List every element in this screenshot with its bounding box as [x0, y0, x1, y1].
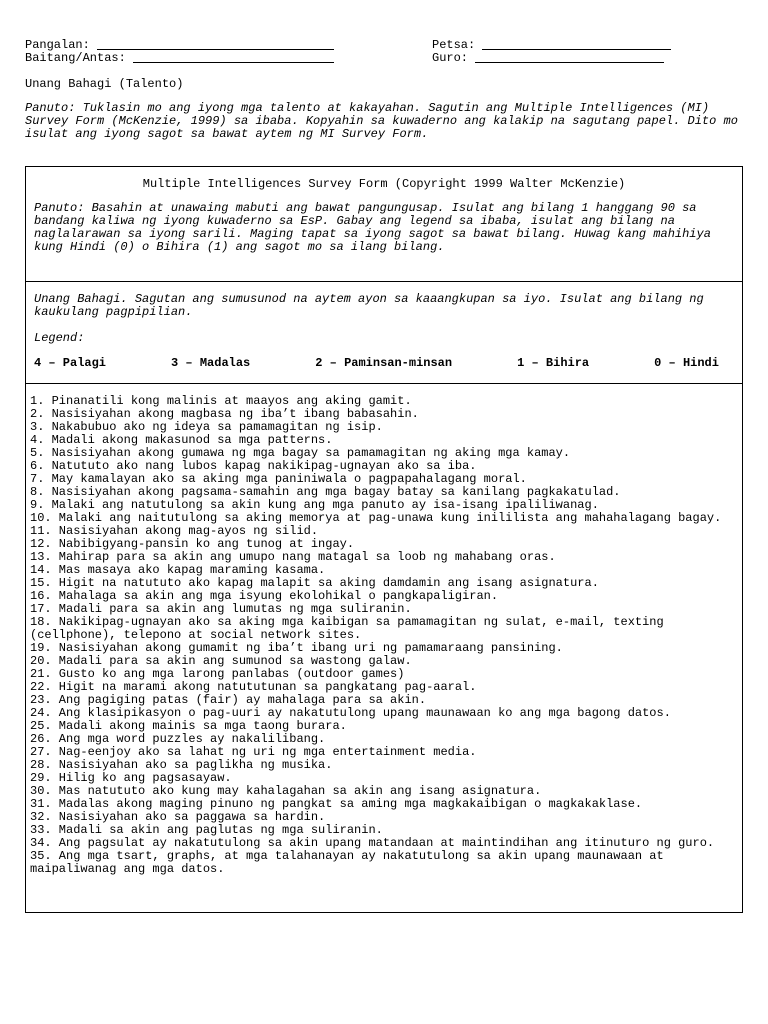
legend-item-hindi: 0 – Hindi [654, 356, 719, 370]
survey-items-list [26, 384, 742, 876]
legend-label: Legend: [34, 331, 85, 345]
survey-item: 17. Madali para sa akin ang lumutas ng mga suliranin. [30, 602, 412, 616]
name-label: Pangalan: [25, 38, 98, 52]
survey-item: 9. Malaki ang natutulong sa akin kung ang mga panuto ay isa-isang ipaliliwanag. [30, 498, 599, 512]
survey-item: 16. Mahalaga sa akin ang mga isyung ekolohikal o pangkapaligiran. [30, 589, 499, 603]
legend-item-palagi: 4 – Palagi [34, 356, 107, 370]
survey-item: 34. Ang pagsulat ay nakatutulong sa akin upang matandaan at maintindihan ang itinuturo ng guro. [30, 836, 715, 850]
survey-form-box [25, 166, 743, 913]
survey-item: 25. Madali akong mainis sa mga taong burara. [30, 719, 347, 733]
survey-item: 31. Madalas akong maging pinuno ng pangkat sa aming mga magkakaibigan o magkakaklase. [30, 797, 643, 811]
legend-item-madalas: 3 – Madalas [171, 356, 251, 370]
part-title: Unang Bahagi (Talento) [25, 77, 184, 91]
survey-item: 26. Ang mga word puzzles ay nakalilibang. [30, 732, 326, 746]
survey-item: 23. Ang pagiging patas (fair) ay mahalaga para sa akin. [30, 693, 427, 707]
survey-item: 18. Nakikipag-ugnayan ako sa aking mga kaibigan sa pamamagitan ng sulat, e-mail, texting (cellphone), telepono at social network sites. [30, 615, 664, 642]
survey-item: 19. Nasisiyahan akong gumamit ng iba’t ibang uri ng pamamaraang pansining. [30, 641, 563, 655]
legend-item-bihira: 1 – Bihira [517, 356, 590, 370]
survey-title: Multiple Intelligences Survey Form (Copyright 1999 Walter McKenzie) [142, 177, 626, 191]
survey-item: 30. Mas natututo ako kung may kahalagahan sa akin ang isang asignatura. [30, 784, 542, 798]
survey-item: 27. Nag-eenjoy ako sa lahat ng uri ng mga entertainment media. [30, 745, 477, 759]
survey-item: 28. Nasisiyahan ako sa paglikha ng musika. [30, 758, 333, 772]
header-row-2 [25, 52, 725, 65]
survey-item: 2. Nasisiyahan akong magbasa ng iba’t ibang babasahin. [30, 407, 419, 421]
survey-item: 12. Nabibigyang-pansin ko ang tunog at ingay. [30, 537, 355, 551]
header-fields [25, 39, 725, 65]
survey-item: 22. Higit na marami akong natututunan sa pangkatang pag-aaral. [30, 680, 477, 694]
legend-item-paminsan-minsan: 2 – Paminsan-minsan [315, 356, 453, 370]
survey-item: 3. Nakabubuo ako ng ideya sa pamamagitan ng isip. [30, 420, 383, 434]
survey-item: 8. Nasisiyahan akong pagsama-samahin ang mga bagay batay sa kanilang pagkakatulad. [30, 485, 621, 499]
survey-item: 15. Higit na natututo ako kapag malapit sa aking damdamin ang isang asignatura. [30, 576, 599, 590]
survey-item: 13. Mahirap para sa akin ang umupo nang matagal sa loob ng mahabang oras. [30, 550, 556, 564]
teacher-label: Guro: [432, 51, 476, 65]
name-blank-line[interactable] [97, 39, 334, 50]
survey-item: 33. Madali sa akin ang paglutas ng mga suliranin. [30, 823, 383, 837]
grade-label: Baitang/Antas: [25, 51, 134, 65]
survey-item: 35. Ang mga tsart, graphs, at mga talahanayan ay nakatutulong sa akin upang maunawaan at maipaliwanag ang mga datos. [30, 849, 664, 876]
date-label: Petsa: [432, 38, 483, 52]
survey-item: 7. May kamalayan ako sa aking mga paniniwala o pagpapahalagang moral. [30, 472, 527, 486]
part-instruction: Unang Bahagi. Sagutan ang sumusunod na aytem ayon sa kaaangkupan sa iyo. Isulat ang bilang ng kaukulang pagpipilian. [34, 292, 704, 319]
survey-item: 20. Madali para sa akin ang sumunod sa wastong galaw. [30, 654, 412, 668]
instructions: Panuto: Tuklasin mo ang iyong mga talento at kakayahan. Sagutin ang Multiple Intelligences (MI) Survey Form (McKenzie, 1999) sa ibaba. Kopyahin sa kuwaderno ang kalakip na sagutang papel. Dito mo isulat ang iyong sagot sa bawat aytem ng MI Survey Form. [25, 101, 738, 141]
survey-item: 4. Madali akong makasunod sa mga patterns. [30, 433, 333, 447]
survey-panuto: Panuto: Basahin at unawaing mabuti ang bawat pangungusap. Isulat ang bilang 1 hanggang 90 sa bandang kaliwa ng iyong kuwaderno sa EsP. Gabay ang legend sa ibaba, isulat ang bilang na naglalarawan sa iyong sarili. Maging tapat sa iyong sagot sa bawat bilang. Huwag kang mahihiya kung Hindi (0) o Bihira (1) ang sagot mo sa ilang bilang. [34, 201, 711, 254]
grade-blank-line[interactable] [133, 52, 334, 63]
survey-header-section [26, 167, 742, 282]
survey-item: 21. Gusto ko ang mga larong panlabas (outdoor games) [30, 667, 405, 681]
survey-item: 14. Mas masaya ako kapag maraming kasama. [30, 563, 326, 577]
survey-item: 5. Nasisiyahan akong gumawa ng mga bagay sa pamamagitan ng aking mga kamay. [30, 446, 571, 460]
survey-item: 24. Ang klasipikasyon o pag-uuri ay nakatutulong upang maunawaan ko ang mga bagong datos. [30, 706, 671, 720]
survey-item: 10. Malaki ang naitutulong sa aking memorya at pag-unawa kung inililista ang mahahalagang bagay. [30, 511, 722, 525]
survey-item: 11. Nasisiyahan akong mag-ayos ng silid. [30, 524, 319, 538]
date-blank-line[interactable] [482, 39, 671, 50]
survey-item: 29. Hilig ko ang pagsasayaw. [30, 771, 232, 785]
survey-item: 32. Nasisiyahan ako sa paggawa sa hardin. [30, 810, 326, 824]
survey-item: 6. Natututo ako nang lubos kapag nakikipag-ugnayan ako sa iba. [30, 459, 477, 473]
legend-section [26, 282, 742, 384]
teacher-blank-line[interactable] [475, 52, 664, 63]
survey-item: 1. Pinanatili kong malinis at maayos ang aking gamit. [30, 394, 412, 408]
legend [34, 357, 734, 370]
